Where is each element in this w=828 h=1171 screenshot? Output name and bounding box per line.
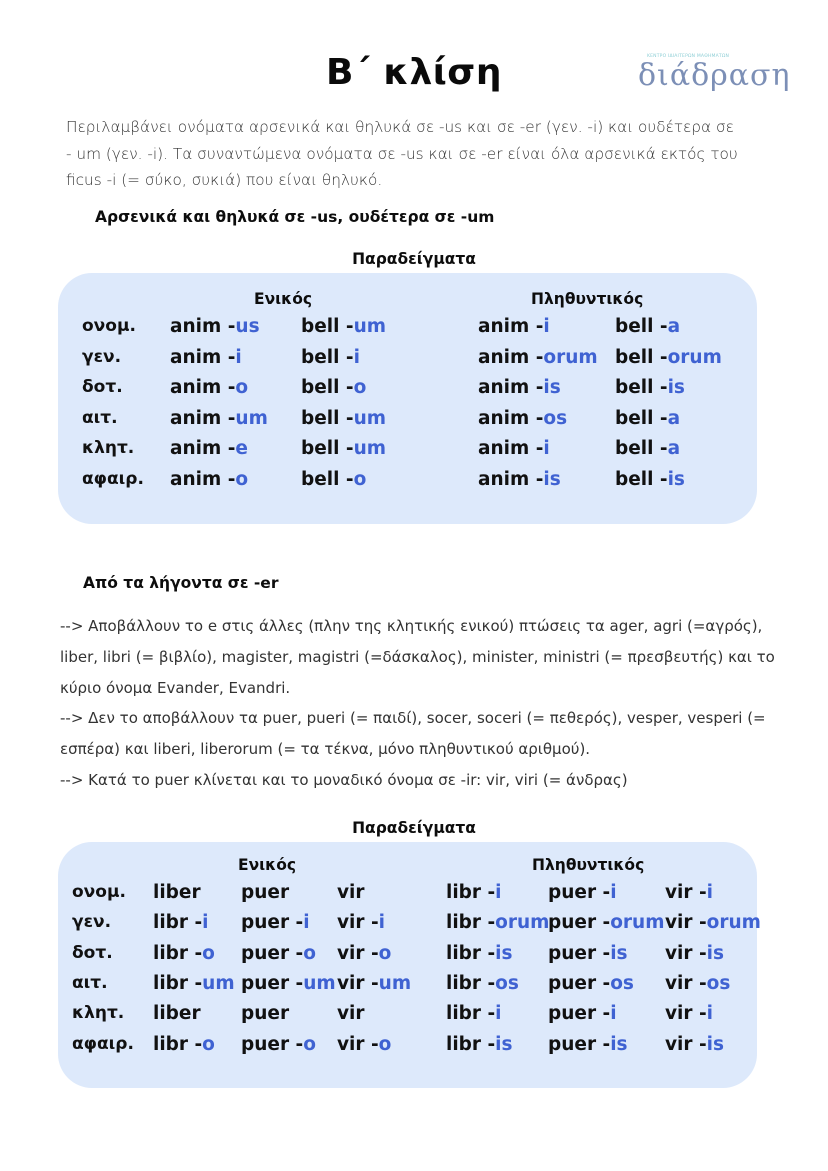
- case-label: αιτ.: [72, 972, 108, 993]
- stem: vir -: [665, 972, 707, 994]
- ending: orum: [495, 912, 550, 934]
- ending: orum: [543, 346, 598, 368]
- stem: anim -: [478, 468, 544, 490]
- form-cell: [241, 943, 316, 964]
- case-label: γεν.: [72, 912, 112, 933]
- stem: bell -: [301, 316, 354, 337]
- stem: puer -: [548, 1033, 611, 1055]
- case-label: κλητ.: [82, 438, 135, 458]
- ending: is: [543, 377, 561, 398]
- form-cell: [548, 882, 617, 903]
- ending: o: [378, 1033, 392, 1055]
- form-cell: [478, 438, 550, 459]
- ending: o: [353, 468, 367, 490]
- form-cell: [446, 973, 519, 994]
- stem: libr -: [153, 972, 203, 994]
- stem: puer -: [241, 942, 304, 964]
- ending: o: [202, 942, 215, 964]
- ending: o: [235, 468, 249, 490]
- ending: i: [378, 912, 385, 934]
- stem: puer -: [548, 912, 611, 934]
- rule-line: --> Δεν το αποβάλλουν τα puer, pueri (= παιδί), socer, soceri (= πεθερός), vesper, vesperi (=: [60, 709, 766, 728]
- case-label: κλητ.: [72, 1003, 125, 1024]
- ending: orum: [667, 346, 722, 368]
- rule-line: κύριο όνομα Evander, Evandri.: [60, 678, 291, 697]
- ending: i: [543, 438, 550, 459]
- form-cell: [615, 316, 680, 337]
- stem: anim -: [170, 407, 236, 429]
- stem: libr -: [446, 972, 496, 994]
- stem: libr -: [446, 1003, 496, 1025]
- rule-line: --> Αποβάλλουν το e στις άλλες (πλην της κλητικής ενικού) πτώσεις τα ager, agri (=αγρός),: [60, 617, 763, 635]
- ending: is: [495, 1033, 513, 1055]
- ending: i: [543, 316, 550, 337]
- ending: is: [667, 377, 685, 398]
- stem: anim -: [478, 316, 544, 337]
- ending: um: [202, 972, 235, 994]
- form-cell: [478, 469, 561, 490]
- stem: libr -: [446, 1033, 496, 1055]
- form-cell: [153, 1034, 215, 1055]
- form-cell: [153, 1003, 201, 1024]
- ending: orum: [706, 912, 761, 934]
- stem: vir -: [665, 912, 707, 934]
- form-cell: [241, 882, 289, 903]
- logo-name: διάδραση: [638, 58, 791, 93]
- ending: is: [610, 1033, 628, 1055]
- form-cell: [548, 1003, 617, 1024]
- form-cell: [665, 943, 724, 964]
- ending: us: [235, 316, 260, 337]
- form-cell: [170, 469, 248, 490]
- intro-line: ficus -i (= σύκο, συκιά) που είναι θηλυκό.: [66, 171, 383, 189]
- stem: bell -: [615, 316, 668, 337]
- ending: i: [495, 1003, 502, 1025]
- stem: vir -: [665, 942, 707, 964]
- form-cell: [446, 912, 549, 933]
- ending: um: [353, 407, 387, 429]
- logo-tagline: ΚΕΝΤΡΟ ΙΔΙΑΙΤΕΡΩΝ ΜΑΘΗΜΑΤΩΝ: [646, 54, 730, 59]
- ending: i: [610, 1003, 617, 1025]
- form-cell: [665, 882, 713, 903]
- form-cell: [548, 912, 664, 933]
- form-cell: [170, 438, 248, 459]
- ending: um: [378, 972, 412, 994]
- ending: i: [202, 912, 209, 934]
- form-cell: [478, 377, 561, 398]
- form-cell: [446, 1034, 513, 1055]
- stem: puer -: [548, 882, 611, 903]
- form-cell: [337, 1003, 365, 1024]
- form-cell: [665, 1003, 713, 1024]
- stem: liber: [153, 882, 201, 903]
- stem: libr -: [446, 882, 496, 903]
- stem: bell -: [301, 346, 354, 368]
- section2-examples-label: Παραδείγματα: [352, 819, 476, 837]
- stem: bell -: [301, 438, 354, 459]
- section1-examples-label: Παραδείγματα: [352, 250, 476, 268]
- stem: bell -: [615, 346, 668, 368]
- form-cell: [301, 438, 386, 459]
- stem: anim -: [478, 346, 544, 368]
- rule-line: εσπέρα) και liberi, liberorum (= τα τέκνα, μόνο πληθυντικού αριθμού).: [60, 740, 591, 759]
- ending: i: [495, 882, 502, 903]
- stem: bell -: [301, 377, 354, 398]
- rule-line: liber, libri (= βιβλίο), magister, magistri (=δάσκαλος), minister, ministri (= πρεσβευτής) και το: [60, 647, 775, 666]
- plural-label: Πληθυντικός: [532, 856, 645, 874]
- rules-text: [60, 611, 780, 796]
- ending: o: [353, 377, 367, 398]
- ending: is: [667, 468, 685, 490]
- singular-label: Ενικός: [254, 290, 313, 308]
- singular-label: Ενικός: [238, 856, 297, 874]
- ending: a: [667, 407, 681, 429]
- stem: anim -: [170, 438, 236, 459]
- ending: i: [706, 882, 713, 903]
- ending: is: [610, 942, 628, 964]
- form-cell: [153, 912, 209, 933]
- form-cell: [301, 408, 386, 429]
- ending: um: [353, 438, 387, 459]
- stem: vir: [337, 1003, 365, 1025]
- case-label: ονομ.: [72, 882, 126, 902]
- form-cell: [665, 912, 761, 933]
- stem: liber: [153, 1003, 201, 1025]
- stem: libr -: [153, 942, 203, 964]
- form-cell: [337, 882, 365, 903]
- form-cell: [241, 1003, 289, 1024]
- stem: anim -: [478, 407, 544, 429]
- form-cell: [301, 469, 366, 490]
- form-cell: [478, 347, 598, 368]
- ending: is: [706, 942, 725, 964]
- ending: os: [495, 972, 519, 994]
- declension-table-1: [58, 273, 757, 524]
- case-label: ονομ.: [82, 316, 136, 336]
- form-cell: [615, 408, 680, 429]
- intro-line: - um (γεν. -i). Τα συναντώμενα ονόματα σε -us και σε -er είναι όλα αρσενικά εκτός του: [66, 144, 738, 163]
- case-label: αφαιρ.: [72, 1033, 134, 1054]
- stem: puer: [241, 882, 290, 903]
- ending: i: [303, 912, 310, 934]
- stem: bell -: [615, 377, 668, 398]
- ending: um: [353, 316, 387, 337]
- ending: a: [667, 316, 681, 337]
- stem: anim -: [478, 438, 544, 459]
- stem: vir -: [665, 1033, 707, 1055]
- form-cell: [615, 469, 685, 490]
- ending: is: [543, 468, 561, 490]
- stem: puer -: [548, 1003, 611, 1025]
- stem: bell -: [615, 407, 668, 429]
- case-label: γεν.: [82, 346, 122, 367]
- case-label: αιτ.: [82, 407, 118, 428]
- ending: i: [353, 346, 360, 368]
- ending: i: [706, 1003, 713, 1025]
- stem: bell -: [301, 407, 354, 429]
- form-cell: [241, 1034, 316, 1055]
- stem: bell -: [615, 438, 668, 459]
- stem: anim -: [478, 377, 544, 398]
- page-title: Β΄ κλίση: [326, 52, 502, 93]
- ending: o: [202, 1033, 215, 1055]
- form-cell: [301, 316, 386, 337]
- stem: bell -: [301, 468, 354, 490]
- stem: puer -: [241, 912, 304, 934]
- form-cell: [337, 912, 385, 933]
- form-cell: [446, 943, 513, 964]
- form-cell: [615, 438, 680, 459]
- form-cell: [665, 1034, 724, 1055]
- form-cell: [446, 1003, 502, 1024]
- form-cell: [337, 943, 391, 964]
- form-cell: [241, 912, 310, 933]
- form-cell: [478, 408, 567, 429]
- form-cell: [153, 973, 235, 994]
- ending: os: [543, 407, 568, 429]
- section1-heading: Αρσενικά και θηλυκά σε -us, ουδέτερα σε -um: [95, 208, 495, 226]
- stem: puer -: [548, 972, 611, 994]
- stem: vir: [337, 882, 365, 903]
- stem: vir -: [665, 1003, 707, 1025]
- case-label: αφαιρ.: [82, 468, 144, 489]
- form-cell: [615, 347, 722, 368]
- form-cell: [615, 377, 685, 398]
- stem: anim -: [170, 377, 236, 398]
- intro-paragraph: [66, 114, 766, 194]
- form-cell: [548, 1034, 628, 1055]
- stem: anim -: [170, 346, 236, 368]
- ending: os: [706, 972, 731, 994]
- ending: os: [610, 972, 634, 994]
- form-cell: [170, 377, 248, 398]
- stem: vir -: [337, 942, 379, 964]
- ending: is: [495, 942, 513, 964]
- stem: vir -: [337, 1033, 379, 1055]
- ending: i: [610, 882, 617, 903]
- stem: libr -: [153, 912, 203, 934]
- form-cell: [241, 973, 336, 994]
- ending: a: [667, 438, 681, 459]
- form-cell: [548, 943, 628, 964]
- ending: e: [235, 438, 248, 459]
- form-cell: [337, 973, 411, 994]
- stem: vir -: [665, 882, 707, 903]
- plural-label: Πληθυντικός: [531, 290, 644, 308]
- form-cell: [153, 943, 215, 964]
- ending: o: [303, 1033, 316, 1055]
- form-cell: [301, 347, 360, 368]
- ending: i: [235, 346, 242, 368]
- form-cell: [478, 316, 550, 337]
- stem: bell -: [615, 468, 668, 490]
- stem: puer -: [548, 942, 611, 964]
- form-cell: [665, 973, 730, 994]
- stem: puer -: [241, 972, 304, 994]
- form-cell: [446, 882, 502, 903]
- case-label: δοτ.: [82, 377, 123, 397]
- ending: um: [303, 972, 336, 994]
- stem: vir -: [337, 912, 379, 934]
- form-cell: [153, 882, 201, 903]
- ending: is: [706, 1033, 725, 1055]
- stem: libr -: [446, 912, 496, 934]
- ending: o: [235, 377, 249, 398]
- stem: puer -: [241, 1033, 304, 1055]
- ending: o: [303, 942, 316, 964]
- rule-line: --> Κατά το puer κλίνεται και το μοναδικό όνομα σε -ir: vir, viri (= άνδρας): [60, 770, 628, 789]
- intro-line: Περιλαμβάνει ονόματα αρσενικά και θηλυκά σε -us και σε -er (γεν. -i) και ουδέτερα σε: [66, 118, 734, 136]
- form-cell: [301, 377, 366, 398]
- form-cell: [170, 316, 260, 337]
- form-cell: [170, 408, 268, 429]
- logo: [638, 54, 791, 110]
- form-cell: [548, 973, 634, 994]
- declension-table-2: [58, 842, 761, 1088]
- ending: orum: [610, 912, 665, 934]
- stem: libr -: [446, 942, 496, 964]
- section2-heading: Από τα λήγοντα σε -er: [83, 574, 279, 592]
- stem: anim -: [170, 316, 236, 337]
- stem: puer: [241, 1003, 290, 1025]
- ending: o: [378, 942, 392, 964]
- stem: anim -: [170, 468, 236, 490]
- form-cell: [337, 1034, 391, 1055]
- stem: vir -: [337, 972, 379, 994]
- form-cell: [170, 347, 242, 368]
- stem: libr -: [153, 1033, 203, 1055]
- case-label: δοτ.: [72, 942, 113, 963]
- ending: um: [235, 407, 268, 429]
